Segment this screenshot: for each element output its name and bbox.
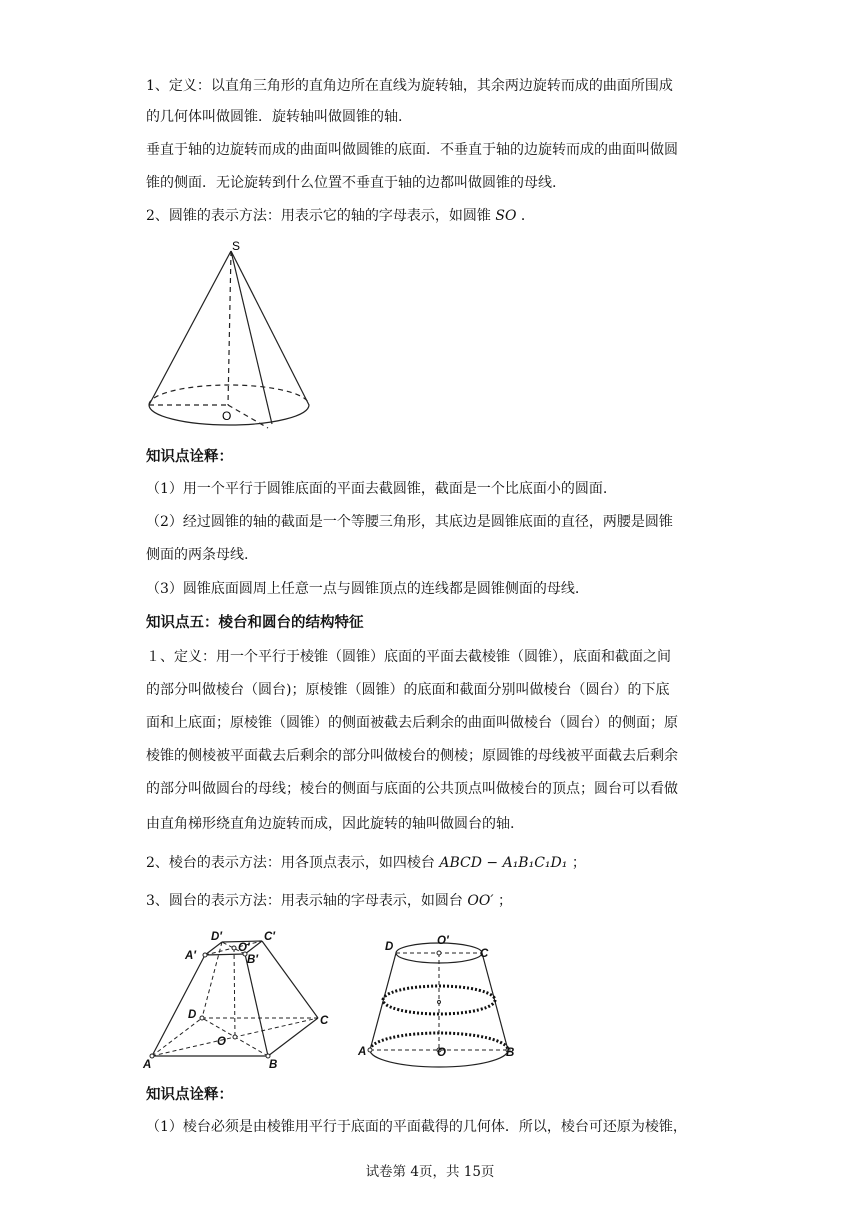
cone-definition-line-2: 的几何体叫做圆锥．旋转轴叫做圆锥的轴. xyxy=(146,109,403,125)
cone-notation-text: 2、圆锥的表示方法：用表示它的轴的字母表示，如圆锥 xyxy=(146,208,491,224)
cone-definition-line-4: 锥的侧面．无论旋转到什么位置不垂直于轴的边都叫做圆锥的母线. xyxy=(146,175,557,191)
cone-left-generatrix xyxy=(149,251,231,405)
label-b: B xyxy=(269,1059,278,1071)
label-c: C xyxy=(480,948,489,960)
label-o: O xyxy=(437,1047,446,1059)
cone-notation-math: SO xyxy=(495,208,517,224)
cone-apex-label: S xyxy=(232,239,241,253)
cone-note-2-line-1: （2）经过圆锥的轴的截面是一个等腰三角形，其底边是圆锥底面的直径，两腰是圆锥 xyxy=(146,514,673,530)
label-c: C xyxy=(320,1015,329,1027)
label-o1: O′ xyxy=(238,942,250,954)
page-footer: 试卷第 4页，共 15页 xyxy=(365,1164,495,1180)
cone-axis xyxy=(228,251,231,405)
label-o1: O′ xyxy=(437,935,449,947)
frustum-definition-line-3: 面和上底面；原棱锥（圆锥）的侧面被截去后剩余的曲面叫做棱台（圆台）的侧面；原 xyxy=(146,715,678,731)
label-d1: D′ xyxy=(211,931,223,943)
cone-frustum-notation-math: OO′ xyxy=(467,893,494,909)
cone-note-2-line-2: 侧面的两条母线. xyxy=(146,547,249,563)
label-a1: A′ xyxy=(185,950,197,962)
prism-frustum-notation xyxy=(146,852,720,874)
axis-o1-o xyxy=(234,948,235,1037)
frustum-definition-line-4: 棱锥的侧棱被平面截去后剩余的部分叫做棱台的侧棱；原圆锥的母线被平面截去后剩余 xyxy=(146,748,678,764)
cone-frustum-notation xyxy=(146,890,720,912)
frustum-notes-heading: 知识点诠释： xyxy=(146,1087,233,1103)
left-generatrix xyxy=(370,953,396,1050)
frustum-definition-line-1: １、定义：用一个平行于棱锥（圆锥）底面的平面去截棱锥（圆锥），底面和截面之间 xyxy=(146,649,671,665)
prism-frustum-notation-math: ABCD − A₁B₁C₁D₁ xyxy=(439,855,568,871)
label-o: O xyxy=(217,1036,226,1048)
label-d: D xyxy=(188,1009,197,1021)
cone-front-generatrix xyxy=(231,251,272,424)
cone-center-label: O xyxy=(222,409,232,423)
edge-a1-b1 xyxy=(205,954,245,955)
cone-note-3: （3）圆锥底面圆周上任意一点与圆锥顶点的连线都是圆锥侧面的母线. xyxy=(146,581,580,597)
cone-notes-heading: 知识点诠释： xyxy=(146,449,233,465)
edge-a-d xyxy=(152,1018,202,1056)
edge-a1-a xyxy=(152,955,205,1056)
cone-notation-suffix: ． xyxy=(520,208,535,224)
edge-c1-c xyxy=(262,941,318,1018)
frustum-definition-line-2: 的部分叫做棱台（圆台)；原棱锥（圆锥）的底面和截面分别叫做棱台（圆台）的下底 xyxy=(146,682,670,698)
edge-b1-b xyxy=(245,954,268,1056)
frustum-section-heading: 知识点五：棱台和圆台的结构特征 xyxy=(146,615,364,631)
frustum-definition-line-5: 的部分叫做圆台的母线；棱台的侧面与底面的公共顶点叫做棱台的顶点；圆台可以看做 xyxy=(146,781,678,797)
label-c1: C′ xyxy=(264,931,276,943)
label-b: B xyxy=(506,1047,515,1059)
cone-definition-line-1: 1、定义：以直角三角形的直角边所在直线为旋转轴，其余两边旋转而成的曲面所围成 xyxy=(146,78,673,94)
cone-frustum-figure xyxy=(354,930,534,1070)
cone-frustum-notation-suffix: ； xyxy=(497,893,512,909)
prism-frustum-notation-suffix: ； xyxy=(571,855,586,871)
label-d: D xyxy=(385,941,394,953)
cone-frustum-notation-text: 3、圆台的表示方法：用表示轴的字母表示，如圆台 xyxy=(146,893,463,909)
cone-definition-line-3: 垂直于轴的边旋转而成的曲面叫做圆锥的底面．不垂直于轴的边旋转而成的曲面叫做圆 xyxy=(146,142,678,158)
prism-frustum-figure xyxy=(140,926,340,1072)
prism-frustum-notation-text: 2、棱台的表示方法：用各顶点表示，如四棱台 xyxy=(146,855,435,871)
edge-b-c xyxy=(268,1018,318,1056)
cone-figure xyxy=(140,236,320,432)
label-b1: B′ xyxy=(247,954,259,966)
cone-base-back-arc xyxy=(149,385,309,405)
cone-note-1: （1）用一个平行于圆锥底面的平面去截圆锥，截面是一个比底面小的圆面. xyxy=(146,481,608,497)
label-a: A xyxy=(143,1059,152,1071)
cone-right-generatrix xyxy=(231,251,309,405)
frustum-note-1: （1）棱台必须是由棱锥用平行于底面的平面截得的几何体．所以，棱台可还原为棱锥， xyxy=(146,1119,687,1135)
frustum-definition-line-6: 由直角梯形绕直角边旋转而成，因此旋转的轴叫做圆台的轴. xyxy=(146,816,515,832)
cone-notation xyxy=(146,205,720,227)
label-a: A xyxy=(358,1046,367,1058)
